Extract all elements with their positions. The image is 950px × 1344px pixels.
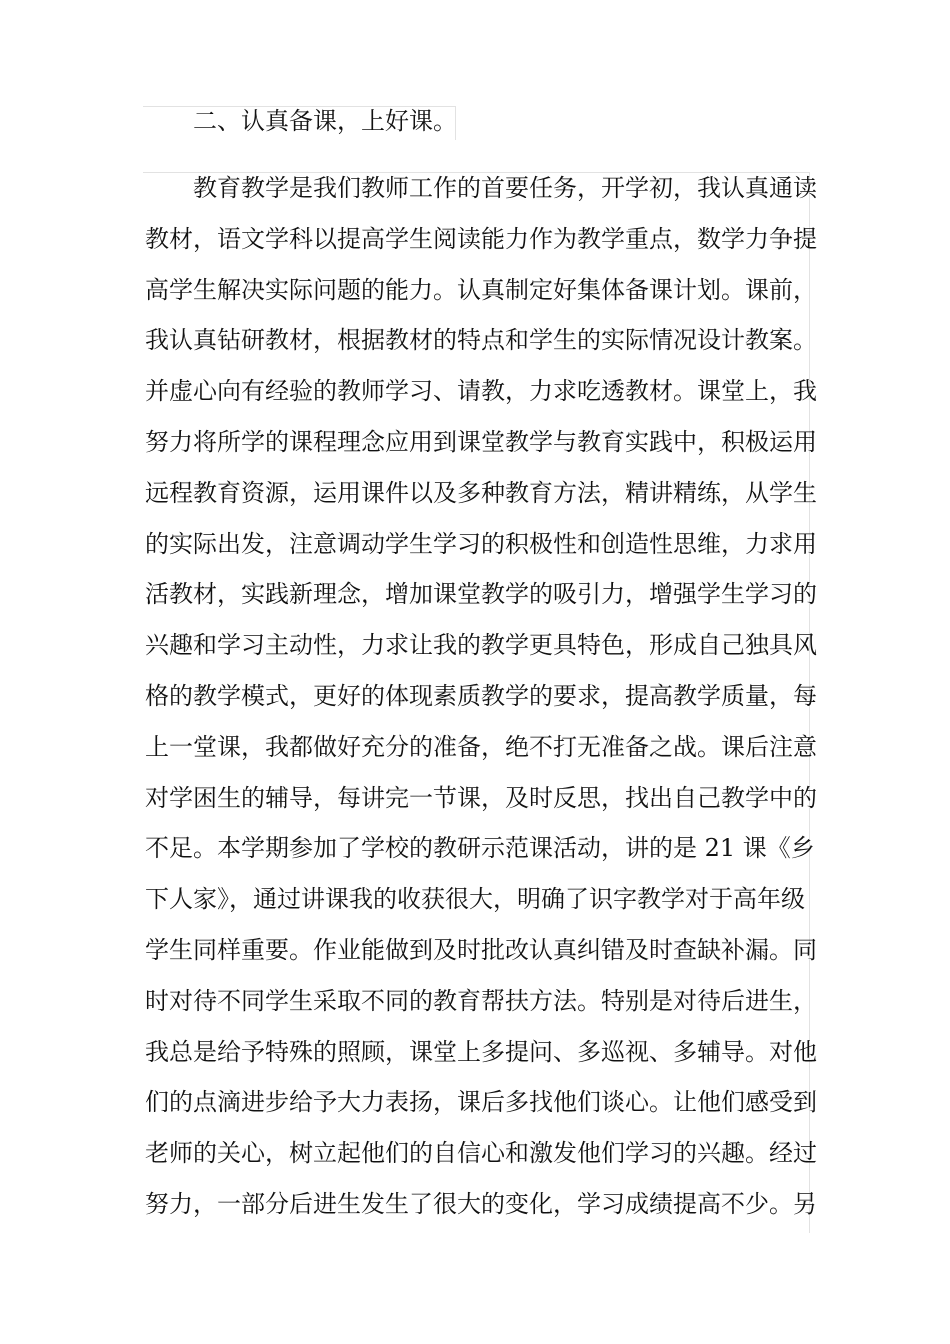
section-heading: 二、认真备课，上好课。 [193,107,457,135]
text-line: 老师的关心，树立起他们的自信心和激发他们学习的兴趣。经过 [145,1139,817,1168]
text-line: 的实际出发，注意调动学生学习的积极性和创造性思维，力求用 [145,529,817,558]
text-line: 教育教学是我们教师工作的首要任务，开学初，我认真通读 [193,174,817,202]
text-line: 兴趣和学习主动性，力求让我的教学更具特色，形成自己独具风 [145,631,817,660]
text-line: 远程教育资源，运用课件以及多种教育方法，精讲精练，从学生 [145,478,817,507]
text-line: 下人家》，通过讲课我的收获很大，明确了识字教学对于高年级 [145,885,805,914]
text-line: 活教材，实践新理念，增加课堂教学的吸引力，增强学生学习的 [145,580,817,609]
text-line: 我总是给予特殊的照顾，课堂上多提问、多巡视、多辅导。对他 [145,1037,817,1066]
text-line: 们的点滴进步给予大力表扬，课后多找他们谈心。让他们感受到 [145,1088,817,1117]
text-line: 上一堂课，我都做好充分的准备，绝不打无准备之战。课后注意 [145,732,817,761]
text-line: 对学困生的辅导，每讲完一节课，及时反思，找出自己教学中的 [145,783,817,812]
text-line: 教材，语文学科以提高学生阅读能力作为教学重点，数学力争提 [145,224,817,253]
text-line: 并虚心向有经验的教师学习、请教，力求吃透教材。课堂上，我 [145,377,817,406]
text-line: 高学生解决实际问题的能力。认真制定好集体备课计划。课前， [145,275,817,304]
text-line: 不足。本学期参加了学校的教研示范课活动，讲的是 21 课《乡 [145,834,815,863]
text-line: 我认真钻研教材，根据教材的特点和学生的实际情况设计教案。 [145,326,817,355]
text-line: 学生同样重要。作业能做到及时批改认真纠错及时查缺补漏。同 [145,935,817,964]
text-line: 努力，一部分后进生发生了很大的变化，学习成绩提高不少。另 [145,1189,817,1218]
text-line: 时对待不同学生采取不同的教育帮扶方法。特别是对待后进生， [145,986,817,1015]
text-line: 努力将所学的课程理念应用到课堂教学与教育实践中，积极运用 [145,427,817,456]
text-line: 格的教学模式，更好的体现素质教学的要求，提高教学质量，每 [145,681,817,710]
body-paragraph [145,170,825,1237]
